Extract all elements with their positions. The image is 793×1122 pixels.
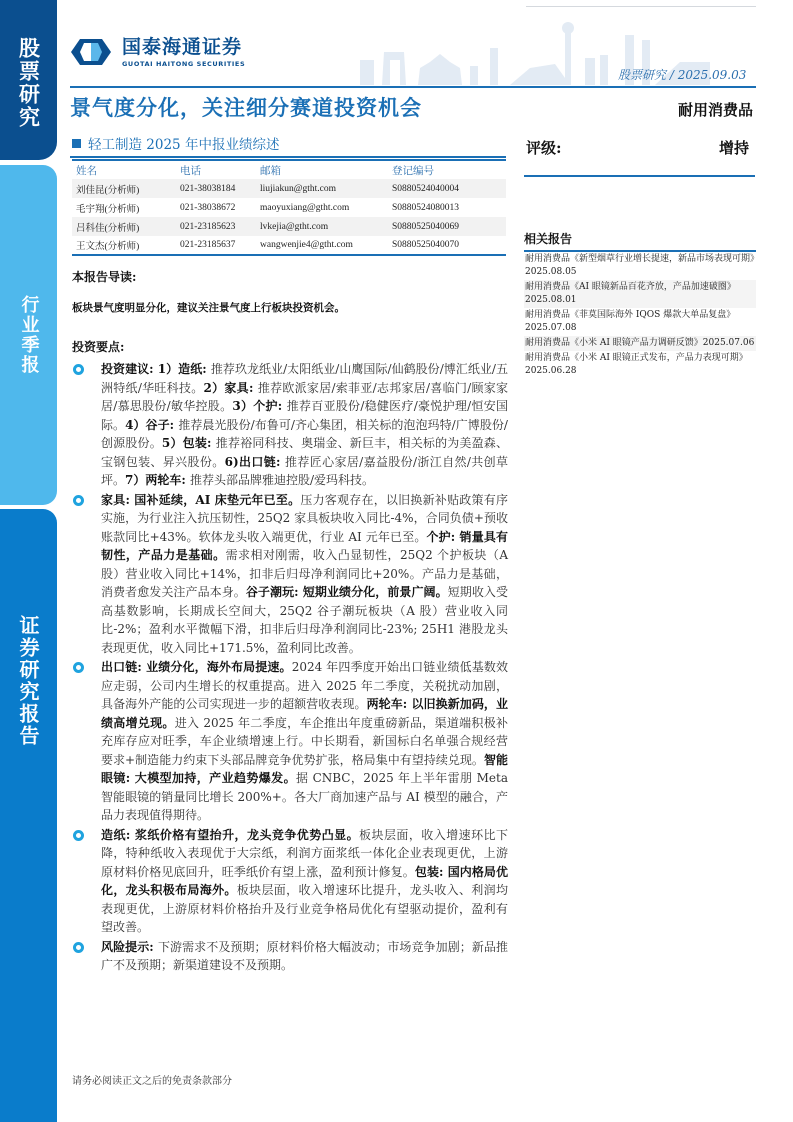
key-point-body: 推荐欧派家居/索菲亚/志邦家居/喜临门/顾家家居/慕思股份/敏华控股。 bbox=[101, 380, 508, 413]
analyst-registration: S0880525040069 bbox=[388, 217, 506, 236]
related-reports-title: 相关报告 bbox=[524, 230, 756, 252]
key-points-list bbox=[72, 360, 508, 976]
key-point-body: 推荐裕同科技、奥瑞金、新巨丰，相关标的为美盈森、宝钢包装、昇兴股份。 bbox=[101, 436, 508, 469]
key-point bbox=[72, 491, 508, 658]
key-point bbox=[72, 826, 508, 937]
header-divider bbox=[70, 86, 756, 88]
related-report-link[interactable]: 耐用消费品《小米 AI 眼镜产品力调研反馈》2025.07.06 bbox=[524, 336, 756, 351]
analyst-phone: 021-23185637 bbox=[180, 240, 236, 250]
key-point-heading: 5）包装: bbox=[161, 436, 216, 450]
table-row bbox=[72, 198, 506, 217]
key-point bbox=[72, 658, 508, 825]
meta-separator: / bbox=[666, 68, 678, 82]
key-point-body: 推荐匠心家居/嘉益股份/浙江自然/共创草坪。 bbox=[101, 454, 508, 487]
related-report-link[interactable]: 耐用消费品《菲莫国际海外 IQOS 爆款大单品复盘》2025.07.08 bbox=[525, 310, 736, 333]
key-point-heading: 4）谷子: bbox=[125, 417, 179, 432]
ring-bullet-icon bbox=[73, 942, 84, 953]
key-point-text bbox=[101, 940, 508, 973]
sector-label: 耐用消费品 bbox=[677, 101, 753, 119]
guide-summary: 板块景气度明显分化，建议关注景气度上行板块投资机会。 bbox=[72, 302, 345, 314]
rating-label: 评级: bbox=[526, 139, 562, 157]
key-point-heading: 包装: 国内格局优化，龙头积极布局海外。 bbox=[101, 864, 508, 897]
analyst-email[interactable]: maoyuxiang@gtht.com bbox=[260, 202, 350, 213]
logo-name-cn: 国泰海通证券 bbox=[122, 36, 243, 58]
analyst-name: 毛宇翔(分析师) bbox=[76, 204, 140, 215]
report-title: 景气度分化，关注细分赛道投资机会 bbox=[70, 95, 422, 120]
rating-value: 增持 bbox=[718, 139, 749, 157]
ring-bullet-icon bbox=[73, 364, 84, 375]
rating-divider bbox=[524, 175, 755, 177]
ring-bullet-icon bbox=[73, 662, 84, 673]
key-point-body: 2024 年四季度开始出口链业绩低基数效应走弱，公司内生增长的权重提高。进入 2025 年二季度，关税扰动加剧，具备海外产能的公司实现进一步的超额营收表现。 bbox=[101, 660, 509, 711]
report-type: 股票研究 bbox=[618, 68, 667, 82]
logo-icon bbox=[70, 38, 112, 66]
logo-name-en: GUOTAI HAITONG SECURITIES bbox=[122, 60, 246, 68]
table-row bbox=[72, 179, 506, 198]
analyst-registration: S0880524040004 bbox=[388, 179, 506, 198]
table-header-row bbox=[72, 160, 506, 179]
sidebar-tab-securities-report bbox=[0, 509, 57, 1122]
sidebar-tab-label: 证券研究报告 bbox=[16, 614, 40, 747]
key-point-body: 进入 2025 年二季度，车企推出年度重磅新品，渠道端积极补充库存应对旺季，车企业绩增速上行。中长期看，新国标白名单强合规经营要求+制造能力约束下头部品牌竞争优势扩张，格局集中有望持续兑现。 bbox=[101, 715, 508, 767]
subtitle-text: 轻工制造 2025 年中报业绩综述 bbox=[88, 137, 280, 153]
analyst-registration: S0880525040070 bbox=[392, 240, 460, 250]
key-point-text bbox=[101, 362, 508, 487]
analyst-email[interactable]: liujiakun@gtht.com bbox=[256, 179, 388, 198]
key-point-body: 短期收入受高基数影响，长期成长空间大，25Q2 谷子潮玩板块（A 股）营业收入同比-2%；盈利水平微幅下滑，扣非后归母净利润同比-23%; 25H1 港股龙头表现更优，收入同比+171.5%，盈利同比改善。 bbox=[101, 585, 508, 655]
key-point-heading: 造纸: 浆纸价格有望抬升，龙头竞争优势凸显。 bbox=[101, 827, 360, 842]
key-point-text bbox=[101, 828, 508, 935]
key-point-heading: 谷子潮玩: 短期业绩分化，前景广阔。 bbox=[245, 585, 448, 599]
ring-bullet-icon bbox=[73, 495, 84, 506]
key-point-heading: 智能眼镜: 大模型加持，产业趋势爆发。 bbox=[101, 752, 508, 785]
guide-heading: 本报告导读: bbox=[72, 270, 137, 284]
key-point-body: 压力客观存在，以旧换新补贴政策有序实施，为行业注入抗压韧性，25Q2 家具板块收入同比-4%，合同负债+预收账款同比+43%。软体龙头收入端更优，行业 AI 元年已至。 bbox=[101, 492, 508, 544]
analyst-name: 刘佳昆(分析师) bbox=[72, 179, 176, 198]
table-row bbox=[72, 217, 506, 236]
column-header-registration: 登记编号 bbox=[392, 165, 434, 177]
key-point-body: 下游需求不及预期；原材料价格大幅波动；市场竞争加剧；新品推广不及预期；新渠道建设不及预期。 bbox=[101, 939, 508, 972]
analyst-table bbox=[72, 159, 506, 256]
key-point-heading: 两轮车: 以旧换新加码，业绩高增兑现。 bbox=[101, 697, 508, 730]
analyst-email[interactable]: wangwenjie4@gtht.com bbox=[260, 240, 353, 250]
key-point-text bbox=[101, 660, 508, 822]
disclaimer-note: 请务必阅读正文之后的免责条款部分 bbox=[72, 1076, 232, 1087]
analyst-phone: 021-23185623 bbox=[176, 217, 256, 236]
key-point-body: 推荐玖龙纸业/太阳纸业/山鹰国际/仙鹤股份/博汇纸业/五洲特纸/华旺科技。 bbox=[101, 362, 508, 395]
column-header-phone: 电话 bbox=[180, 165, 201, 177]
sidebar-tab-label: 股票研究 bbox=[16, 37, 41, 129]
key-point-heading: 家具: 国补延续，AI 床垫元年已至。 bbox=[101, 492, 301, 507]
key-point-heading: 风险提示: bbox=[101, 939, 158, 954]
column-header-email: 邮箱 bbox=[260, 165, 281, 177]
subtitle-divider bbox=[70, 156, 506, 158]
sidebar-tab-label: 行业季报 bbox=[18, 295, 40, 375]
ring-bullet-icon bbox=[73, 830, 84, 841]
report-subtitle bbox=[72, 133, 279, 153]
key-point bbox=[72, 938, 508, 975]
report-date: 2025.09.03 bbox=[677, 68, 747, 82]
key-point-heading: 6)出口链: bbox=[224, 454, 286, 469]
key-point-body: 板块层面，收入增速环比提升，龙头收入、利润均表现更优，上游原材料价格抬升及行业竞争格局优化有望驱动提价，盈利有望改善。 bbox=[101, 883, 508, 934]
related-report-link[interactable]: 耐用消费品《AI 眼镜新品百花齐放，产品加速破圈》2025.08.01 bbox=[524, 280, 756, 308]
analyst-name: 吕科佳(分析师) bbox=[72, 217, 176, 236]
square-bullet-icon bbox=[72, 139, 81, 148]
key-point bbox=[72, 360, 508, 490]
key-point-body: 需求相对刚需，收入凸显韧性，25Q2 个护板块（A 股）营业收入同比+14%，扣非后归母净利润同比+20%。产品力是基础，消费者愈发关注产品本身。 bbox=[101, 548, 508, 599]
key-point-text bbox=[101, 493, 508, 655]
related-report-link[interactable]: 耐用消费品《新型烟草行业增长提速，新品市场表现可期》2025.08.05 bbox=[525, 254, 755, 277]
report-meta bbox=[618, 66, 746, 83]
related-report-link[interactable]: 耐用消费品《小米 AI 眼镜正式发布，产品力表现可期》2025.06.28 bbox=[525, 353, 748, 376]
key-point-heading: 3）个护: bbox=[232, 399, 287, 413]
sidebar-tab-stock-research bbox=[0, 0, 57, 160]
key-point-heading: 投资建议: 1）造纸: bbox=[101, 362, 211, 376]
key-point-heading: 个护: 销量具有韧性，产品力是基础。 bbox=[101, 529, 509, 562]
key-point-body: 推荐百亚股份/稳健医疗/豪悦护理/恒安国际。 bbox=[101, 399, 508, 432]
analyst-phone: 021-38038672 bbox=[180, 202, 236, 213]
sidebar-tab-industry-quarterly bbox=[0, 165, 57, 505]
analyst-name: 王文杰(分析师) bbox=[76, 242, 140, 252]
key-point-heading: 出口链: 业绩分化，海外布局提速。 bbox=[101, 660, 292, 674]
key-point-heading: 7）两轮车: bbox=[125, 473, 190, 487]
key-point-body: 据 CNBC，2025 年上半年雷朋 Meta 智能眼镜的销量同比增长 200%+。各大厂商加速产品与 AI 模型的融合，产品力表现值得期待。 bbox=[101, 771, 508, 822]
column-header-name: 姓名 bbox=[76, 165, 97, 177]
analyst-phone: 021-38038184 bbox=[176, 179, 256, 198]
key-point-heading: 2）家具: bbox=[203, 380, 258, 395]
key-point-body: 推荐晨光股份/布鲁可/齐心集团，相关标的泡泡玛特/广博股份/创源股份。 bbox=[101, 417, 508, 450]
related-reports bbox=[524, 230, 756, 379]
company-logo bbox=[70, 36, 245, 68]
analyst-registration: S0880524080013 bbox=[392, 202, 460, 213]
analyst-email[interactable]: lvkejia@gtht.com bbox=[256, 217, 388, 236]
key-point-body: 板块层面，收入增速环比下降，特种纸收入表现优于大宗纸，利润方面浆纸一体化企业表现更优，上游原材料价格见底回升，旺季纸价有望上涨，盈利预计修复。 bbox=[101, 827, 508, 879]
key-points-heading: 投资要点: bbox=[72, 340, 125, 354]
key-point-body: 推荐头部品牌雅迪控股/爱玛科技。 bbox=[189, 473, 375, 487]
table-row bbox=[72, 236, 506, 255]
